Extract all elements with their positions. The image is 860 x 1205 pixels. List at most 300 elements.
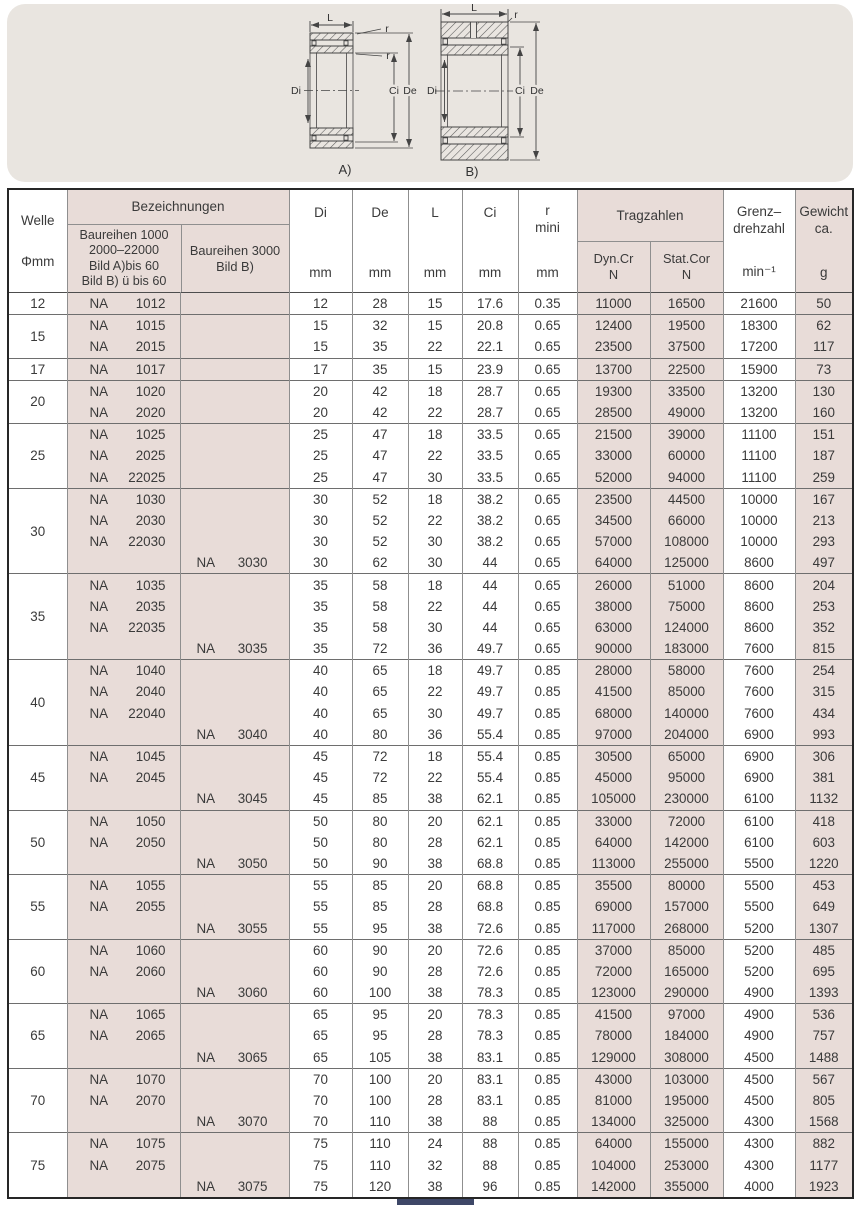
value-cell: 65 bbox=[352, 660, 408, 682]
designation-1000-cell bbox=[67, 788, 180, 810]
value-cell: 42 bbox=[352, 402, 408, 424]
value-cell: 4900 bbox=[723, 1025, 795, 1046]
designation-3000-cell bbox=[180, 767, 289, 788]
designation-1000-cell: NA 2040 bbox=[67, 681, 180, 702]
table-row bbox=[8, 574, 853, 596]
value-cell: 105 bbox=[352, 1047, 408, 1069]
value-cell: 47 bbox=[352, 424, 408, 446]
header-stat-cor: Stat.Cor N bbox=[663, 251, 710, 282]
designation-3000-cell: NA 3040 bbox=[180, 724, 289, 746]
header-welle bbox=[8, 189, 67, 293]
dim-label-de: De bbox=[530, 85, 544, 97]
value-cell: 5200 bbox=[723, 939, 795, 961]
designation-1000-cell: NA 22040 bbox=[67, 703, 180, 724]
value-cell: 52 bbox=[352, 488, 408, 510]
designation-3000-cell: NA 3060 bbox=[180, 982, 289, 1004]
value-cell: 68.8 bbox=[462, 896, 518, 917]
value-cell: 0.85 bbox=[518, 1133, 577, 1155]
value-cell: 30 bbox=[289, 531, 352, 552]
value-cell: 55 bbox=[289, 896, 352, 917]
value-cell: 20 bbox=[408, 810, 462, 832]
value-cell: 95 bbox=[352, 1025, 408, 1046]
designation-3000-cell bbox=[180, 424, 289, 446]
value-cell: 52 bbox=[352, 510, 408, 531]
value-cell: 21500 bbox=[577, 424, 650, 446]
value-cell: 63000 bbox=[577, 617, 650, 638]
value-cell: 0.65 bbox=[518, 424, 577, 446]
value-cell: 95 bbox=[352, 1004, 408, 1026]
value-cell: 485 bbox=[795, 939, 853, 961]
designation-3000-cell bbox=[180, 510, 289, 531]
designation-3000-cell bbox=[180, 896, 289, 917]
table-row bbox=[8, 853, 853, 875]
value-cell: 20 bbox=[408, 939, 462, 961]
value-cell: 0.85 bbox=[518, 660, 577, 682]
table-row bbox=[8, 552, 853, 574]
value-cell: 78.3 bbox=[462, 982, 518, 1004]
designation-1000-cell: NA 2025 bbox=[67, 445, 180, 466]
value-cell: 30 bbox=[408, 467, 462, 489]
value-cell: 28 bbox=[352, 293, 408, 315]
value-cell: 0.85 bbox=[518, 1176, 577, 1198]
designation-3000-cell bbox=[180, 315, 289, 337]
designation-3000-cell bbox=[180, 961, 289, 982]
table-row bbox=[8, 767, 853, 788]
value-cell: 1220 bbox=[795, 853, 853, 875]
table-row bbox=[8, 1004, 853, 1026]
value-cell: 11100 bbox=[723, 445, 795, 466]
header-grenzdrehzahl: Grenz– drehzahl min⁻¹ bbox=[723, 189, 795, 293]
value-cell: 6100 bbox=[723, 788, 795, 810]
value-cell: 42 bbox=[352, 380, 408, 402]
value-cell: 805 bbox=[795, 1090, 853, 1111]
value-cell: 17 bbox=[289, 358, 352, 380]
welle-group bbox=[8, 1004, 853, 1069]
value-cell: 993 bbox=[795, 724, 853, 746]
welle-group bbox=[8, 380, 853, 423]
value-cell: 124000 bbox=[650, 617, 723, 638]
value-cell: 6900 bbox=[723, 767, 795, 788]
value-cell: 4900 bbox=[723, 1004, 795, 1026]
value-cell: 1488 bbox=[795, 1047, 853, 1069]
value-cell: 38.2 bbox=[462, 531, 518, 552]
value-cell: 25 bbox=[289, 424, 352, 446]
table-row bbox=[8, 380, 853, 402]
value-cell: 72 bbox=[352, 638, 408, 660]
value-cell: 0.85 bbox=[518, 703, 577, 724]
value-cell: 44500 bbox=[650, 488, 723, 510]
value-cell: 60000 bbox=[650, 445, 723, 466]
designation-3000-cell bbox=[180, 1090, 289, 1111]
value-cell: 35500 bbox=[577, 875, 650, 897]
designation-1000-cell: NA 1070 bbox=[67, 1068, 180, 1090]
value-cell: 151 bbox=[795, 424, 853, 446]
value-cell: 187 bbox=[795, 445, 853, 466]
value-cell: 0.65 bbox=[518, 510, 577, 531]
value-cell: 33.5 bbox=[462, 467, 518, 489]
value-cell: 815 bbox=[795, 638, 853, 660]
value-cell: 28000 bbox=[577, 660, 650, 682]
value-cell: 100 bbox=[352, 1068, 408, 1090]
value-cell: 68.8 bbox=[462, 853, 518, 875]
table-row bbox=[8, 336, 853, 358]
designation-3000-cell: NA 3030 bbox=[180, 552, 289, 574]
designation-1000-cell: NA 1045 bbox=[67, 745, 180, 767]
welle-cell: 60 bbox=[8, 939, 67, 1004]
value-cell: 94000 bbox=[650, 467, 723, 489]
designation-3000-cell bbox=[180, 380, 289, 402]
value-cell: 0.85 bbox=[518, 767, 577, 788]
value-cell: 20 bbox=[289, 402, 352, 424]
welle-group bbox=[8, 315, 853, 358]
value-cell: 4500 bbox=[723, 1068, 795, 1090]
header-welle-label: Welle bbox=[20, 213, 55, 228]
value-cell: 18 bbox=[408, 574, 462, 596]
designation-1000-cell bbox=[67, 917, 180, 939]
value-cell: 230000 bbox=[650, 788, 723, 810]
value-cell: 65000 bbox=[650, 745, 723, 767]
value-cell: 50 bbox=[289, 853, 352, 875]
value-cell: 0.65 bbox=[518, 315, 577, 337]
value-cell: 4300 bbox=[723, 1155, 795, 1176]
designation-1000-cell: NA 2045 bbox=[67, 767, 180, 788]
value-cell: 0.65 bbox=[518, 336, 577, 358]
welle-cell: 70 bbox=[8, 1068, 67, 1133]
value-cell: 204 bbox=[795, 574, 853, 596]
welle-group bbox=[8, 875, 853, 940]
designation-1000-cell bbox=[67, 1111, 180, 1133]
value-cell: 1393 bbox=[795, 982, 853, 1004]
dim-label-ci: Ci bbox=[389, 85, 399, 97]
value-cell: 0.65 bbox=[518, 488, 577, 510]
value-cell: 0.65 bbox=[518, 638, 577, 660]
value-cell: 30500 bbox=[577, 745, 650, 767]
value-cell: 88 bbox=[462, 1111, 518, 1133]
value-cell: 567 bbox=[795, 1068, 853, 1090]
value-cell: 44 bbox=[462, 596, 518, 617]
value-cell: 0.85 bbox=[518, 982, 577, 1004]
value-cell: 120 bbox=[352, 1176, 408, 1198]
value-cell: 6100 bbox=[723, 810, 795, 832]
designation-1000-cell bbox=[67, 724, 180, 746]
value-cell: 35 bbox=[289, 638, 352, 660]
welle-group bbox=[8, 939, 853, 1004]
value-cell: 882 bbox=[795, 1133, 853, 1155]
value-cell: 7600 bbox=[723, 681, 795, 702]
value-cell: 17.6 bbox=[462, 293, 518, 315]
value-cell: 18300 bbox=[723, 315, 795, 337]
value-cell: 45000 bbox=[577, 767, 650, 788]
welle-cell: 17 bbox=[8, 358, 67, 380]
value-cell: 255000 bbox=[650, 853, 723, 875]
designation-1000-cell: NA 22025 bbox=[67, 467, 180, 489]
value-cell: 72.6 bbox=[462, 939, 518, 961]
value-cell: 78.3 bbox=[462, 1025, 518, 1046]
value-cell: 23500 bbox=[577, 488, 650, 510]
value-cell: 497 bbox=[795, 552, 853, 574]
dim-label-r: r bbox=[386, 50, 390, 62]
designation-3000-cell: NA 3035 bbox=[180, 638, 289, 660]
value-cell: 33.5 bbox=[462, 445, 518, 466]
value-cell: 49.7 bbox=[462, 638, 518, 660]
value-cell: 30 bbox=[289, 488, 352, 510]
designation-3000-cell bbox=[180, 1004, 289, 1026]
designation-3000-cell bbox=[180, 703, 289, 724]
header-r-mini: r mini mm bbox=[518, 189, 577, 293]
value-cell: 57000 bbox=[577, 531, 650, 552]
value-cell: 47 bbox=[352, 445, 408, 466]
value-cell: 38.2 bbox=[462, 510, 518, 531]
value-cell: 38 bbox=[408, 1047, 462, 1069]
designation-3000-cell: NA 3045 bbox=[180, 788, 289, 810]
value-cell: 1132 bbox=[795, 788, 853, 810]
designation-3000-cell bbox=[180, 1025, 289, 1046]
value-cell: 110 bbox=[352, 1155, 408, 1176]
value-cell: 62.1 bbox=[462, 832, 518, 853]
value-cell: 64000 bbox=[577, 832, 650, 853]
value-cell: 72000 bbox=[650, 810, 723, 832]
value-cell: 25 bbox=[289, 445, 352, 466]
value-cell: 60 bbox=[289, 982, 352, 1004]
value-cell: 1923 bbox=[795, 1176, 853, 1198]
value-cell: 22 bbox=[408, 402, 462, 424]
value-cell: 38 bbox=[408, 1176, 462, 1198]
value-cell: 35 bbox=[289, 574, 352, 596]
value-cell: 6100 bbox=[723, 832, 795, 853]
designation-1000-cell: NA 2065 bbox=[67, 1025, 180, 1046]
value-cell: 6900 bbox=[723, 724, 795, 746]
value-cell: 49000 bbox=[650, 402, 723, 424]
welle-group bbox=[8, 745, 853, 810]
designation-1000-cell: NA 1025 bbox=[67, 424, 180, 446]
value-cell: 10000 bbox=[723, 488, 795, 510]
table-row bbox=[8, 510, 853, 531]
table-row bbox=[8, 638, 853, 660]
table-header bbox=[8, 189, 853, 293]
value-cell: 72 bbox=[352, 767, 408, 788]
value-cell: 1307 bbox=[795, 917, 853, 939]
value-cell: 104000 bbox=[577, 1155, 650, 1176]
value-cell: 434 bbox=[795, 703, 853, 724]
value-cell: 90000 bbox=[577, 638, 650, 660]
welle-cell: 65 bbox=[8, 1004, 67, 1069]
value-cell: 0.35 bbox=[518, 293, 577, 315]
designation-1000-cell: NA 1035 bbox=[67, 574, 180, 596]
value-cell: 35 bbox=[352, 358, 408, 380]
value-cell: 28 bbox=[408, 896, 462, 917]
designation-1000-cell: NA 2035 bbox=[67, 596, 180, 617]
value-cell: 130 bbox=[795, 380, 853, 402]
value-cell: 22 bbox=[408, 445, 462, 466]
value-cell: 0.65 bbox=[518, 358, 577, 380]
designation-1000-cell: NA 1030 bbox=[67, 488, 180, 510]
header-bezeichnungen bbox=[67, 189, 289, 293]
value-cell: 30 bbox=[289, 552, 352, 574]
value-cell: 33000 bbox=[577, 445, 650, 466]
value-cell: 8600 bbox=[723, 574, 795, 596]
value-cell: 757 bbox=[795, 1025, 853, 1046]
value-cell: 4500 bbox=[723, 1090, 795, 1111]
value-cell: 0.65 bbox=[518, 380, 577, 402]
designation-1000-cell: NA 1050 bbox=[67, 810, 180, 832]
value-cell: 0.85 bbox=[518, 917, 577, 939]
value-cell: 142000 bbox=[577, 1176, 650, 1198]
page-footer-tab bbox=[397, 1199, 474, 1205]
value-cell: 68000 bbox=[577, 703, 650, 724]
value-cell: 64000 bbox=[577, 552, 650, 574]
table-row bbox=[8, 488, 853, 510]
value-cell: 75 bbox=[289, 1176, 352, 1198]
designation-3000-cell bbox=[180, 445, 289, 466]
value-cell: 68.8 bbox=[462, 875, 518, 897]
value-cell: 37000 bbox=[577, 939, 650, 961]
value-cell: 18 bbox=[408, 488, 462, 510]
value-cell: 15 bbox=[408, 293, 462, 315]
value-cell: 35 bbox=[352, 336, 408, 358]
value-cell: 52000 bbox=[577, 467, 650, 489]
value-cell: 0.65 bbox=[518, 552, 577, 574]
value-cell: 38 bbox=[408, 1111, 462, 1133]
table-row bbox=[8, 896, 853, 917]
value-cell: 75 bbox=[289, 1155, 352, 1176]
value-cell: 117 bbox=[795, 336, 853, 358]
value-cell: 38 bbox=[408, 982, 462, 1004]
value-cell: 22 bbox=[408, 510, 462, 531]
value-cell: 0.85 bbox=[518, 810, 577, 832]
value-cell: 183000 bbox=[650, 638, 723, 660]
value-cell: 5500 bbox=[723, 896, 795, 917]
value-cell: 0.85 bbox=[518, 1047, 577, 1069]
value-cell: 30 bbox=[289, 510, 352, 531]
value-cell: 60 bbox=[289, 961, 352, 982]
value-cell: 83.1 bbox=[462, 1090, 518, 1111]
welle-cell: 15 bbox=[8, 315, 67, 358]
value-cell: 45 bbox=[289, 767, 352, 788]
value-cell: 213 bbox=[795, 510, 853, 531]
value-cell: 73 bbox=[795, 358, 853, 380]
header-bezeichnungen-title: Bezeichnungen bbox=[68, 190, 289, 225]
welle-cell: 55 bbox=[8, 875, 67, 940]
value-cell: 34500 bbox=[577, 510, 650, 531]
value-cell: 195000 bbox=[650, 1090, 723, 1111]
value-cell: 33.5 bbox=[462, 424, 518, 446]
value-cell: 13200 bbox=[723, 402, 795, 424]
table-row bbox=[8, 1047, 853, 1069]
value-cell: 306 bbox=[795, 745, 853, 767]
designation-1000-cell: NA 1075 bbox=[67, 1133, 180, 1155]
value-cell: 418 bbox=[795, 810, 853, 832]
designation-1000-cell: NA 22030 bbox=[67, 531, 180, 552]
value-cell: 7600 bbox=[723, 638, 795, 660]
value-cell: 40 bbox=[289, 660, 352, 682]
designation-3000-cell bbox=[180, 531, 289, 552]
value-cell: 30 bbox=[408, 617, 462, 638]
value-cell: 23.9 bbox=[462, 358, 518, 380]
value-cell: 55 bbox=[289, 875, 352, 897]
bearing-diagrams bbox=[7, 4, 853, 182]
value-cell: 4300 bbox=[723, 1133, 795, 1155]
value-cell: 90 bbox=[352, 853, 408, 875]
value-cell: 8600 bbox=[723, 617, 795, 638]
value-cell: 41500 bbox=[577, 1004, 650, 1026]
value-cell: 7600 bbox=[723, 660, 795, 682]
value-cell: 50 bbox=[795, 293, 853, 315]
value-cell: 18 bbox=[408, 745, 462, 767]
value-cell: 80 bbox=[352, 832, 408, 853]
designation-1000-cell bbox=[67, 1176, 180, 1198]
value-cell: 325000 bbox=[650, 1111, 723, 1133]
value-cell: 18 bbox=[408, 424, 462, 446]
value-cell: 7600 bbox=[723, 703, 795, 724]
value-cell: 60 bbox=[289, 939, 352, 961]
value-cell: 32 bbox=[408, 1155, 462, 1176]
value-cell: 50 bbox=[289, 810, 352, 832]
value-cell: 90 bbox=[352, 939, 408, 961]
dim-label-di: Di bbox=[291, 85, 301, 97]
welle-cell: 12 bbox=[8, 293, 67, 315]
value-cell: 22 bbox=[408, 336, 462, 358]
dim-label-l: L bbox=[471, 4, 477, 14]
value-cell: 649 bbox=[795, 896, 853, 917]
designation-1000-cell bbox=[67, 982, 180, 1004]
spec-table bbox=[7, 188, 854, 1199]
table-row bbox=[8, 1025, 853, 1046]
value-cell: 22.1 bbox=[462, 336, 518, 358]
value-cell: 142000 bbox=[650, 832, 723, 853]
value-cell: 13700 bbox=[577, 358, 650, 380]
value-cell: 268000 bbox=[650, 917, 723, 939]
value-cell: 11000 bbox=[577, 293, 650, 315]
welle-group bbox=[8, 358, 853, 380]
value-cell: 22 bbox=[408, 767, 462, 788]
value-cell: 0.85 bbox=[518, 961, 577, 982]
value-cell: 44 bbox=[462, 617, 518, 638]
value-cell: 536 bbox=[795, 1004, 853, 1026]
value-cell: 155000 bbox=[650, 1133, 723, 1155]
value-cell: 108000 bbox=[650, 531, 723, 552]
value-cell: 184000 bbox=[650, 1025, 723, 1046]
value-cell: 28 bbox=[408, 1090, 462, 1111]
value-cell: 204000 bbox=[650, 724, 723, 746]
designation-1000-cell bbox=[67, 853, 180, 875]
value-cell: 12 bbox=[289, 293, 352, 315]
value-cell: 0.85 bbox=[518, 681, 577, 702]
table-row bbox=[8, 293, 853, 315]
value-cell: 28 bbox=[408, 1025, 462, 1046]
value-cell: 20 bbox=[408, 875, 462, 897]
value-cell: 8600 bbox=[723, 596, 795, 617]
value-cell: 293 bbox=[795, 531, 853, 552]
table-row bbox=[8, 939, 853, 961]
welle-group bbox=[8, 488, 853, 574]
value-cell: 20 bbox=[408, 1068, 462, 1090]
value-cell: 15 bbox=[289, 336, 352, 358]
value-cell: 453 bbox=[795, 875, 853, 897]
header-tragzahlen-title: Tragzahlen bbox=[578, 190, 723, 242]
value-cell: 22 bbox=[408, 596, 462, 617]
header-dyn-cr: Dyn.Cr N bbox=[578, 242, 651, 292]
value-cell: 0.85 bbox=[518, 1155, 577, 1176]
designation-3000-cell bbox=[180, 681, 289, 702]
value-cell: 64000 bbox=[577, 1133, 650, 1155]
value-cell: 110 bbox=[352, 1111, 408, 1133]
value-cell: 105000 bbox=[577, 788, 650, 810]
value-cell: 97000 bbox=[650, 1004, 723, 1026]
dim-label-r: r bbox=[514, 9, 518, 21]
designation-1000-cell: NA 1020 bbox=[67, 380, 180, 402]
designation-1000-cell: NA 2020 bbox=[67, 402, 180, 424]
table-row bbox=[8, 1111, 853, 1133]
